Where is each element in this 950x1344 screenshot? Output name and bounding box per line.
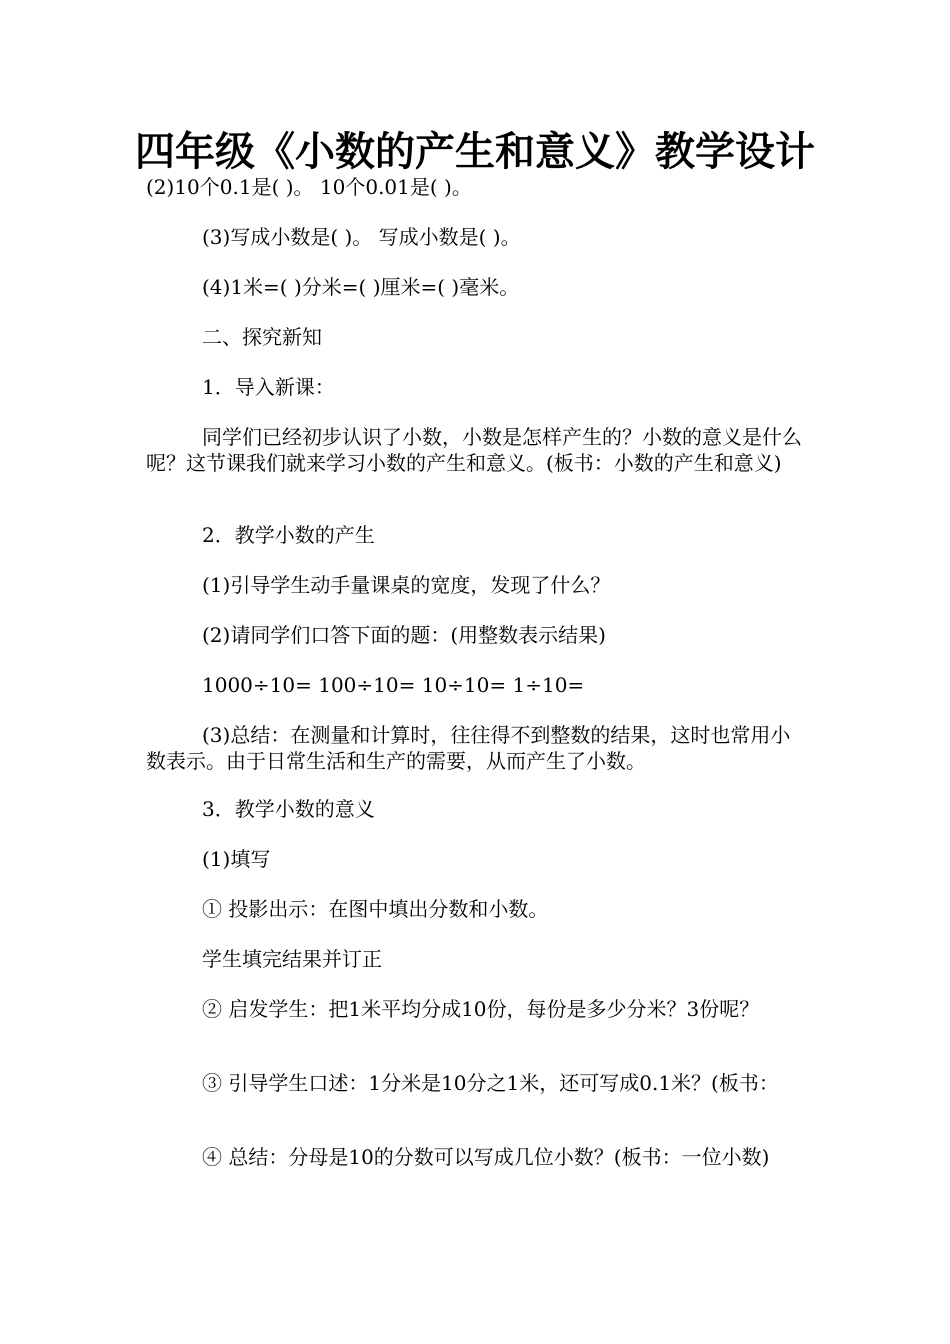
subheading-meaning: 3．教学小数的意义 bbox=[202, 797, 375, 821]
section-heading-explore: 二、探究新知 bbox=[202, 325, 322, 349]
paragraph-conclude: ④ 总结：分母是10的分数可以写成几位小数？(板书：一位小数) bbox=[202, 1145, 770, 1169]
subheading-origin: 2．教学小数的产生 bbox=[202, 523, 375, 547]
paragraph-inspire: ② 启发学生：把1米平均分成10份，每份是多少分米？3份呢？ bbox=[202, 997, 760, 1021]
document-title: 四年级《小数的产生和意义》教学设计 bbox=[135, 129, 815, 175]
paragraph-projection: ① 投影出示：在图中填出分数和小数。 bbox=[202, 897, 549, 921]
paragraph-fill: (1)填写 bbox=[202, 847, 271, 871]
paragraph-1: (2)10个0.1是( )。 10个0.01是( )。 bbox=[146, 175, 472, 199]
paragraph-correct: 学生填完结果并订正 bbox=[202, 947, 382, 971]
paragraph-3: (4)1米=( )分米=( )厘米=( )毫米。 bbox=[202, 275, 520, 299]
subheading-intro: 1．导入新课： bbox=[202, 375, 335, 399]
paragraph-2: (3)写成小数是( )。 写成小数是( )。 bbox=[202, 225, 521, 249]
paragraph-intro: 同学们已经初步认识了小数，小数是怎样产生的？小数的意义是什么呢？这节课我们就来学习小数的产生和意义。(板书：小数的产生和意义) bbox=[146, 425, 802, 475]
paragraph-measure: (1)引导学生动手量课桌的宽度，发现了什么？ bbox=[202, 573, 611, 597]
paragraph-summary: (3)总结：在测量和计算时，往往得不到整数的结果，这时也常用小数表示。由于日常生活和生产的需要，从而产生了小数。 bbox=[146, 723, 791, 773]
paragraph-narrate: ③ 引导学生口述：1分米是10分之1米，还可写成0.1米？(板书： bbox=[202, 1071, 779, 1095]
paragraph-oral: (2)请同学们口答下面的题：(用整数表示结果) bbox=[202, 623, 606, 647]
paragraph-division: 1000÷10= 100÷10= 10÷10= 1÷10= bbox=[202, 673, 585, 697]
